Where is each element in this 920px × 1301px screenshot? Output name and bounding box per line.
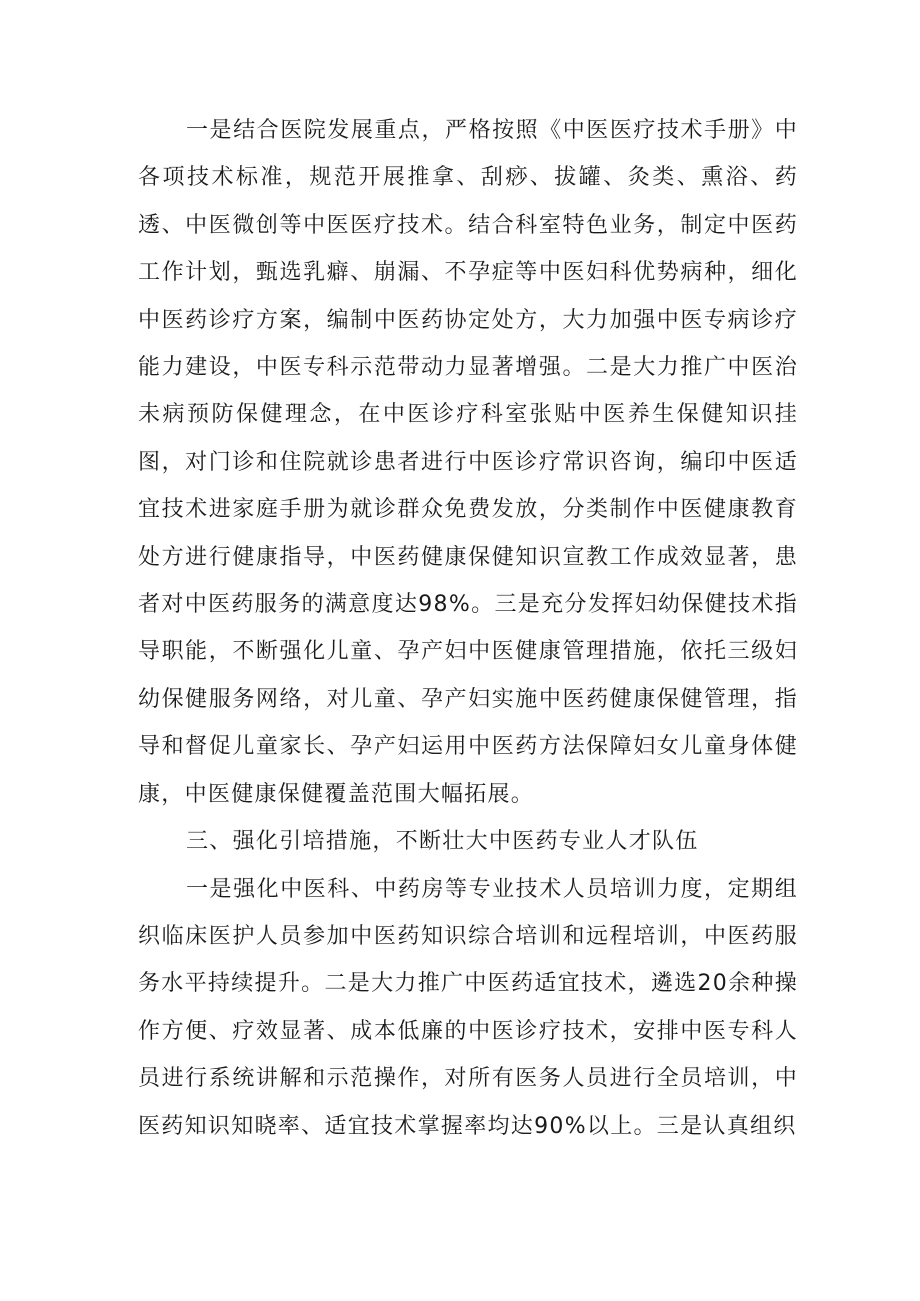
paragraph-training: 一是强化中医科、中药房等专业技术人员培训力度，定期组织临床医护人员参加中医药知识综合培训和远程培训，中医药服务水平持续提升。二是大力推广中医药适宜技术，遴选20余种操作方便、疗效显著、成本低廉的中医诊疗技术，安排中医专科人员进行系统讲解和示范操作，对所有医务人员进行全员培训，中医药知识知晓率、适宜技术掌握率均达90%以上。三是认真组织	[138, 876, 798, 1139]
section-heading-talent: 三、强化引培措施，不断壮大中医药专业人才队伍	[186, 829, 699, 855]
document-body	[138, 107, 798, 1150]
paragraph-tcm-techniques: 一是结合医院发展重点，严格按照《中医医疗技术手册》中各项技术标准，规范开展推拿、刮痧、拔罐、灸类、熏浴、药透、中医微创等中医医疗技术。结合科室特色业务，制定中医药工作计划，甄选乳癖、崩漏、不孕症等中医妇科优势病种，细化中医药诊疗方案，编制中医药协定处方，大力加强中医专病诊疗能力建设，中医专科示范带动力显著增强。二是大力推广中医治未病预防保健理念，在中医诊疗科室张贴中医养生保健知识挂图，对门诊和住院就诊患者进行中医诊疗常识咨询，编印中医适宜技术进家庭手册为就诊群众免费发放，分类制作中医健康教育处方进行健康指导，中医药健康保健知识宣教工作成效显著，患者对中医药服务的满意度达98%。三是充分发挥妇幼保健技术指导职能，不断强化儿童、孕产妇中医健康管理措施，依托三级妇幼保健服务网络，对儿童、孕产妇实施中医药健康保健管理，指导和督促儿童家长、孕产妇运用中医药方法保障妇女儿童身体健康，中医健康保健覆盖范围大幅拓展。	[138, 118, 798, 807]
